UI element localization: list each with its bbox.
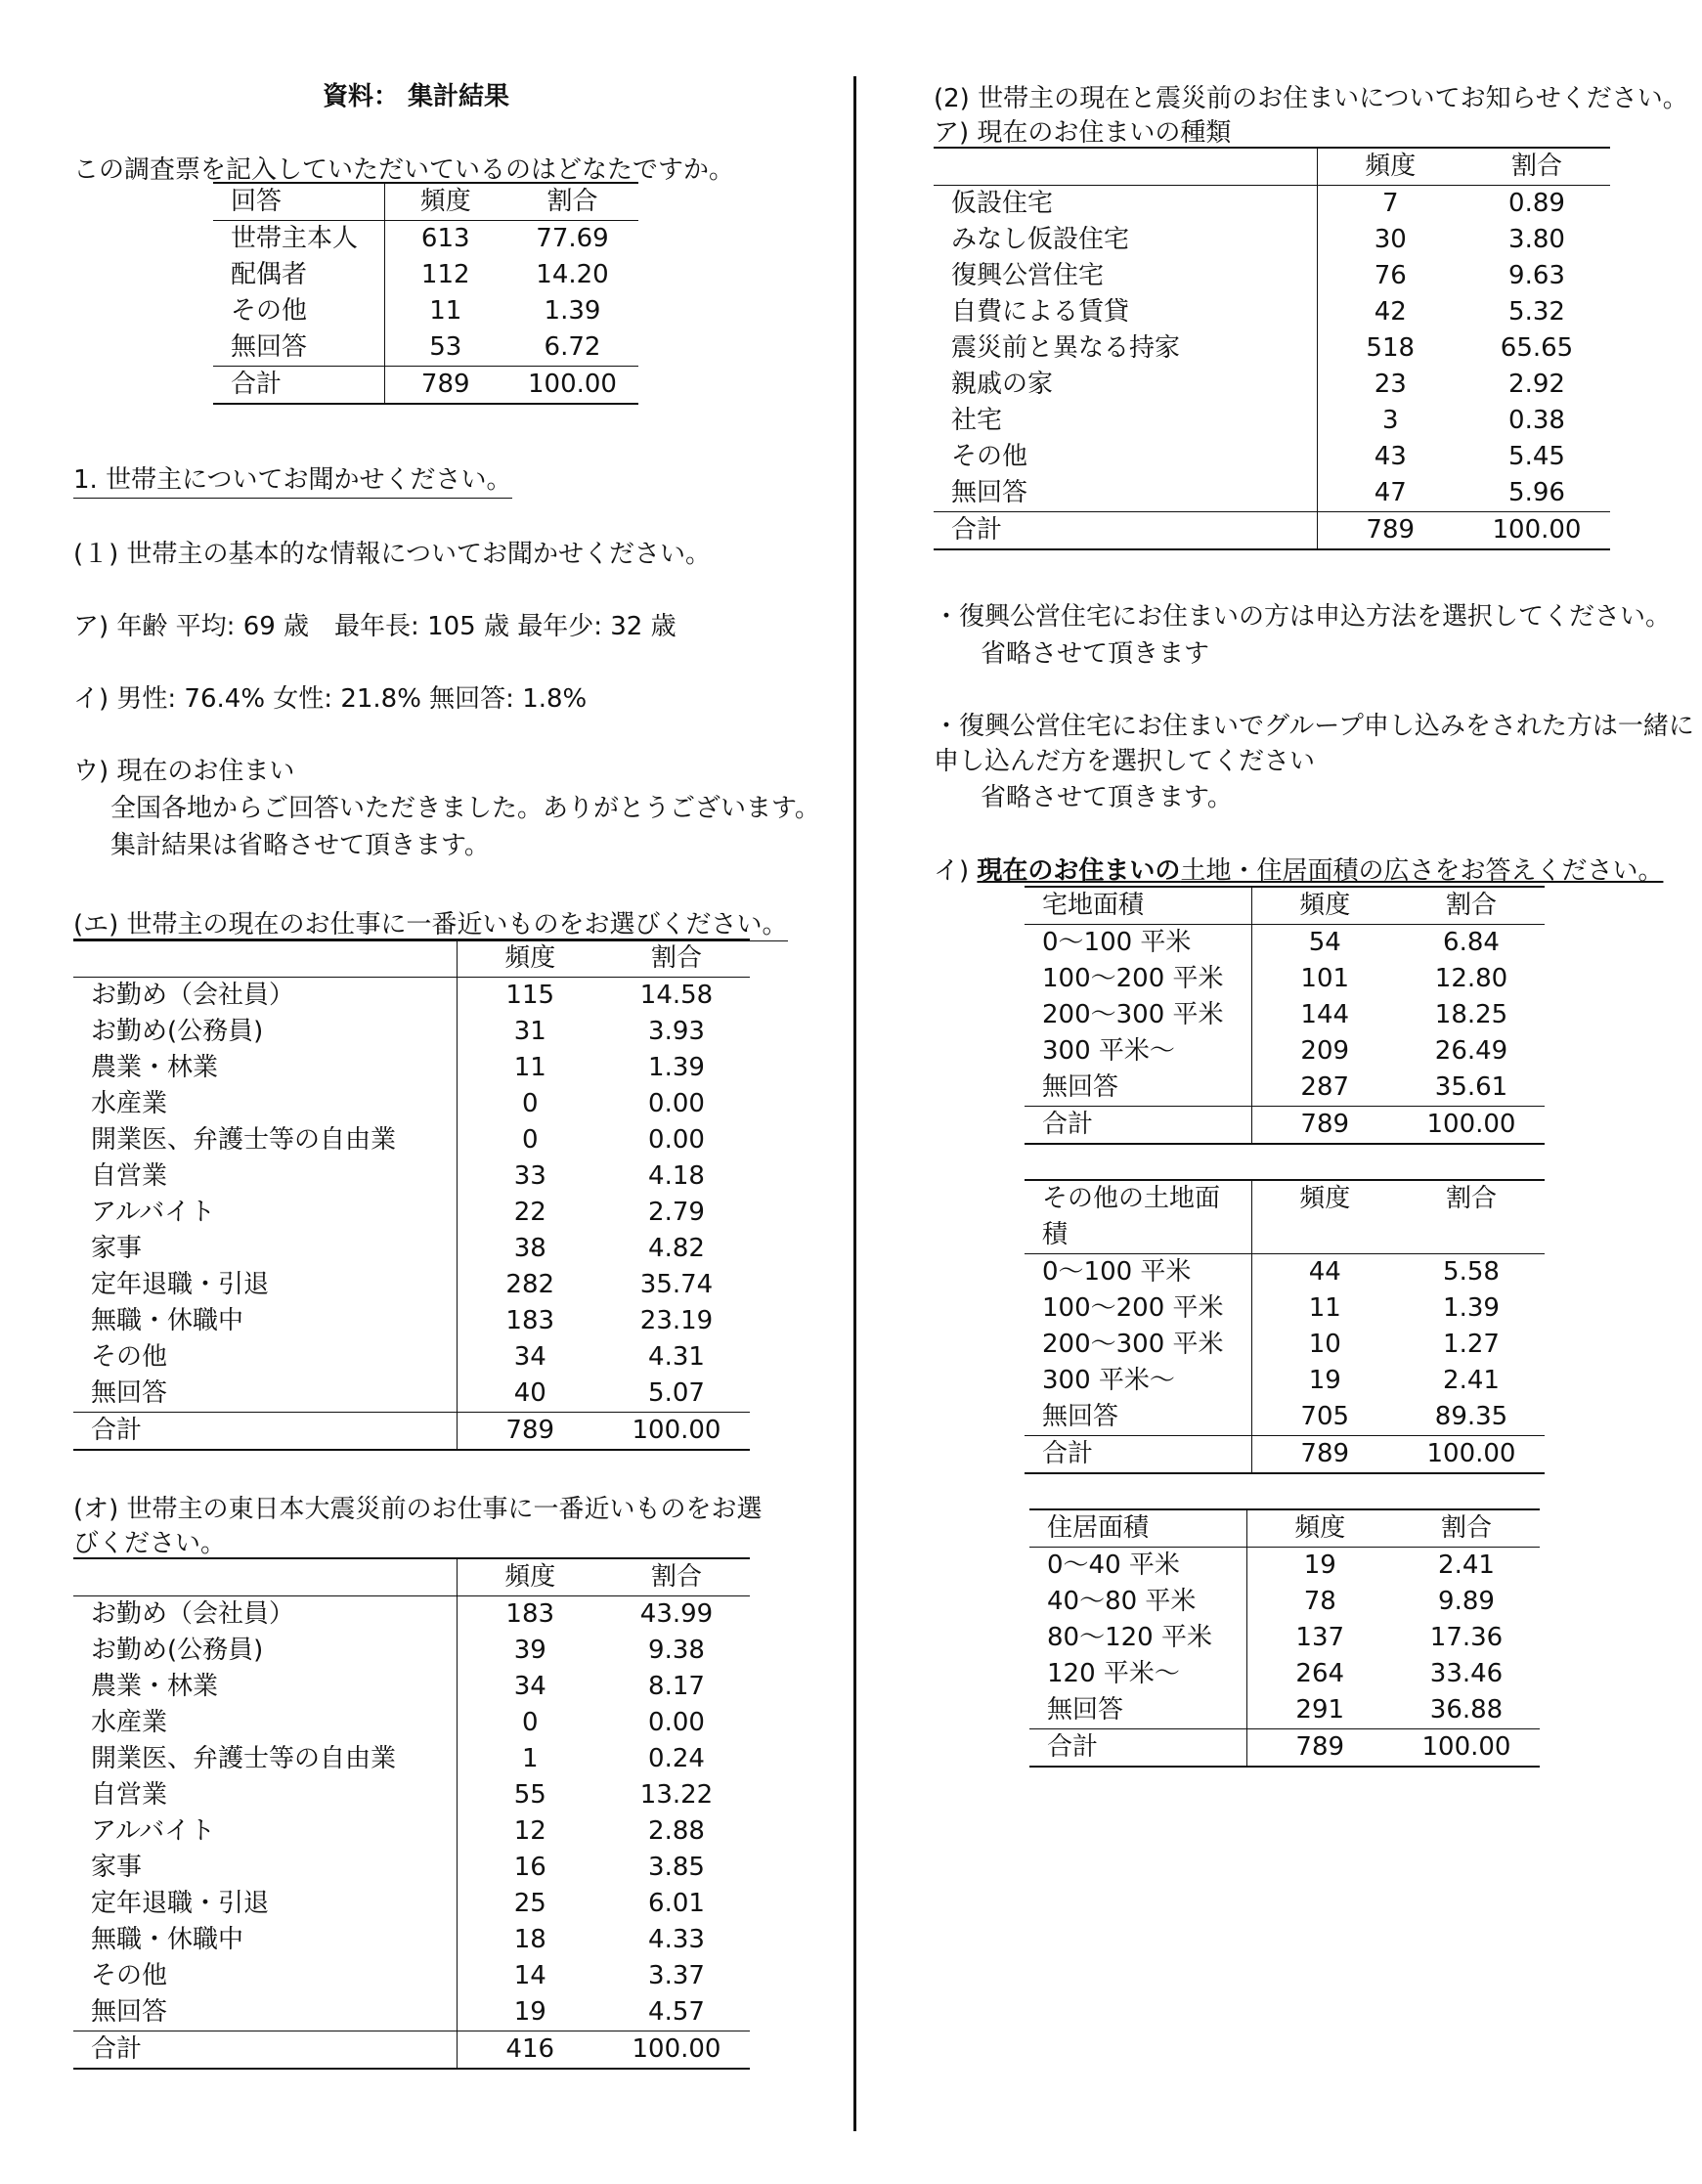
table-row — [73, 1267, 750, 1303]
table-row — [934, 475, 1610, 512]
row-frequency: 291 — [1295, 1695, 1345, 1725]
housing-table — [934, 147, 1610, 550]
table-row — [934, 258, 1610, 294]
table-row — [73, 1050, 750, 1086]
row-percentage: 0.24 — [648, 1744, 705, 1773]
table-row — [1025, 997, 1545, 1033]
row-label: 無回答 — [1029, 1692, 1246, 1729]
row-label: 震災前と異なる持家 — [934, 330, 1317, 367]
total-percentage: 100.00 — [603, 1413, 750, 1451]
row-percentage: 8.17 — [648, 1672, 705, 1701]
row-label: アルバイト — [73, 1813, 457, 1850]
row-label: 家事 — [73, 1231, 457, 1267]
other-land-area-table — [1025, 1179, 1545, 1474]
table-header — [934, 148, 1317, 186]
row-label: お勤め(公務員) — [73, 1014, 457, 1050]
row-frequency: 11 — [513, 1053, 546, 1082]
total-label: 合計 — [73, 1413, 457, 1451]
table-row — [934, 403, 1610, 439]
row-percentage: 1.39 — [544, 296, 601, 326]
table-row — [1029, 1656, 1540, 1692]
table-total-row — [1029, 1729, 1540, 1768]
table-header: 割合 — [1393, 1509, 1540, 1548]
table-header: 頻度 — [1317, 148, 1463, 186]
total-label: 合計 — [1025, 1436, 1251, 1474]
table-header: 割合 — [603, 1558, 750, 1596]
row-frequency: 144 — [1300, 1000, 1350, 1029]
row-frequency: 16 — [513, 1853, 546, 1882]
row-frequency: 22 — [513, 1198, 546, 1227]
job-before-question-line1: (オ) 世帯主の東日本大震災前のお仕事に一番近いものをお選 — [73, 1495, 763, 1524]
row-label: 水産業 — [73, 1086, 457, 1122]
table-row — [73, 1633, 750, 1669]
row-percentage: 3.80 — [1508, 225, 1565, 254]
row-percentage: 4.82 — [648, 1234, 705, 1263]
row-percentage: 0.38 — [1508, 406, 1565, 435]
table-row — [73, 1886, 750, 1922]
row-label: お勤め(公務員) — [73, 1633, 457, 1669]
table-row — [73, 1596, 750, 1634]
table-row — [1025, 961, 1545, 997]
table-total-row — [73, 1413, 750, 1451]
row-percentage: 43.99 — [639, 1599, 714, 1629]
row-percentage: 6.72 — [544, 332, 601, 362]
row-frequency: 42 — [1374, 297, 1407, 327]
row-label: その他 — [73, 1339, 457, 1376]
row-frequency: 10 — [1308, 1330, 1341, 1359]
row-frequency: 7 — [1381, 189, 1399, 218]
table-row — [1029, 1620, 1540, 1656]
row-percentage: 1.39 — [1443, 1293, 1500, 1323]
row-label: 定年退職・引退 — [73, 1267, 457, 1303]
housing-heading: (2) 世帯主の現在と震災前のお住まいについてお知らせください。 — [934, 84, 1688, 113]
total-frequency: 416 — [457, 2031, 603, 2070]
row-frequency: 19 — [1308, 1366, 1341, 1395]
table-header: 頻度 — [384, 183, 506, 221]
note2-line2: 申し込んだ方を選択してください — [934, 747, 1316, 776]
row-frequency: 613 — [420, 224, 470, 253]
row-frequency: 23 — [1374, 370, 1407, 399]
note1-sub: 省略させて頂きます — [981, 639, 1210, 669]
row-percentage: 12.80 — [1434, 964, 1508, 993]
row-label: 復興公営住宅 — [934, 258, 1317, 294]
note1: ・復興公営住宅にお住まいの方は申込方法を選択してください。 — [934, 602, 1672, 632]
table-row — [73, 1669, 750, 1705]
row-percentage: 18.25 — [1434, 1000, 1508, 1029]
row-frequency: 11 — [429, 296, 462, 326]
row-percentage: 33.46 — [1429, 1659, 1504, 1688]
row-frequency: 25 — [513, 1889, 546, 1918]
row-frequency: 137 — [1295, 1623, 1345, 1652]
row-label: 仮設住宅 — [934, 186, 1317, 223]
row-percentage: 0.00 — [648, 1708, 705, 1737]
table-row — [73, 1813, 750, 1850]
row-percentage: 0.00 — [648, 1125, 705, 1155]
row-percentage: 36.88 — [1429, 1695, 1504, 1725]
row-frequency: 39 — [513, 1636, 546, 1665]
row-percentage: 5.45 — [1508, 442, 1565, 471]
table-row — [1025, 1070, 1545, 1107]
row-frequency: 282 — [505, 1270, 555, 1299]
table-row — [73, 1958, 750, 1994]
row-percentage: 14.58 — [639, 981, 714, 1010]
other-land-header-line1: その他の土地面 — [1042, 1184, 1221, 1213]
row-label: 200～300 平米 — [1025, 1327, 1251, 1363]
table-row — [1025, 1033, 1545, 1070]
row-percentage: 5.32 — [1508, 297, 1565, 327]
row-percentage: 5.96 — [1508, 478, 1565, 507]
row-frequency: 40 — [513, 1378, 546, 1408]
table-row — [73, 1850, 750, 1886]
respondent-table — [213, 182, 638, 405]
row-label: 家事 — [73, 1850, 457, 1886]
land-area-table — [1025, 886, 1545, 1145]
row-percentage: 3.85 — [648, 1853, 705, 1882]
row-frequency: 0 — [521, 1125, 539, 1155]
area-heading — [934, 851, 1663, 887]
row-label: 開業医、弁護士等の自由業 — [73, 1122, 457, 1158]
row-frequency: 76 — [1374, 261, 1407, 290]
row-label: アルバイト — [73, 1195, 457, 1231]
table-row — [213, 221, 638, 258]
row-label: 開業医、弁護士等の自由業 — [73, 1741, 457, 1777]
total-label: 合計 — [213, 367, 384, 405]
table-total-row — [73, 2031, 750, 2070]
row-percentage: 2.41 — [1443, 1366, 1500, 1395]
row-label: 農業・林業 — [73, 1669, 457, 1705]
total-label: 合計 — [1029, 1729, 1246, 1768]
row-label: みなし仮設住宅 — [934, 222, 1317, 258]
table-header: 割合 — [603, 939, 750, 978]
row-frequency: 0 — [521, 1089, 539, 1118]
job-before-question-line2: びください。 — [73, 1529, 227, 1558]
table-total-row — [1025, 1107, 1545, 1145]
row-percentage: 4.57 — [648, 1997, 705, 2027]
row-percentage: 1.27 — [1443, 1330, 1500, 1359]
row-frequency: 115 — [505, 981, 555, 1010]
row-frequency: 112 — [420, 260, 470, 289]
table-row — [934, 330, 1610, 367]
row-percentage: 35.61 — [1434, 1072, 1508, 1102]
row-percentage: 9.63 — [1508, 261, 1565, 290]
table-header: 割合 — [1463, 148, 1610, 186]
residence-line1: 全国各地からご回答いただきました。ありがとうございます。 — [110, 794, 820, 823]
total-percentage: 100.00 — [1393, 1729, 1540, 1768]
row-frequency: 12 — [513, 1816, 546, 1846]
table-header: 割合 — [1398, 887, 1545, 925]
row-label: 無回答 — [213, 329, 384, 367]
row-label: 0～100 平米 — [1025, 1254, 1251, 1291]
table-row — [1025, 925, 1545, 962]
row-label: 世帯主本人 — [213, 221, 384, 258]
total-percentage: 100.00 — [1398, 1107, 1545, 1145]
gender-summary: イ) 男性: 76.4% 女性: 21.8% 無回答: 1.8% — [73, 684, 588, 714]
section1-heading: 1. 世帯主についてお聞かせください。 — [73, 459, 512, 499]
row-percentage: 1.39 — [648, 1053, 705, 1082]
row-percentage: 5.58 — [1443, 1257, 1500, 1287]
row-percentage: 23.19 — [639, 1306, 714, 1335]
table-row — [1029, 1584, 1540, 1620]
row-label: 自営業 — [73, 1158, 457, 1195]
row-percentage: 5.07 — [648, 1378, 705, 1408]
section1-q1: (１) 世帯主の基本的な情報についてお聞かせください。 — [73, 540, 712, 569]
row-percentage: 0.00 — [648, 1089, 705, 1118]
table-header: 回答 — [213, 183, 384, 221]
row-frequency: 33 — [513, 1161, 546, 1191]
table-row — [73, 1303, 750, 1339]
row-label: 水産業 — [73, 1705, 457, 1741]
table-row — [73, 1922, 750, 1958]
row-frequency: 34 — [513, 1342, 546, 1372]
row-frequency: 3 — [1381, 406, 1399, 435]
row-percentage: 89.35 — [1434, 1402, 1508, 1431]
table-row — [934, 367, 1610, 403]
table-row — [73, 1122, 750, 1158]
row-percentage: 17.36 — [1429, 1623, 1504, 1652]
row-label: その他 — [73, 1958, 457, 1994]
row-percentage: 4.33 — [648, 1925, 705, 1954]
row-frequency: 30 — [1374, 225, 1407, 254]
total-percentage: 100.00 — [1463, 512, 1610, 550]
row-label: お勤め（会社員） — [73, 1596, 457, 1634]
table-row — [213, 293, 638, 329]
row-label: 自営業 — [73, 1777, 457, 1813]
row-frequency: 44 — [1308, 1257, 1341, 1287]
table-header: 頻度 — [1246, 1509, 1393, 1548]
row-frequency: 14 — [513, 1961, 546, 1990]
table-header — [73, 1558, 457, 1596]
table-row — [73, 1994, 750, 2031]
job-before-table — [73, 1557, 750, 2070]
table-total-row — [934, 512, 1610, 550]
page-title: 資料： 集計結果 — [323, 82, 510, 111]
row-label: 200～300 平米 — [1025, 997, 1251, 1033]
table-row — [934, 294, 1610, 330]
total-label: 合計 — [934, 512, 1317, 550]
column-divider — [853, 76, 856, 2131]
row-label: 300 平米～ — [1025, 1033, 1251, 1070]
total-percentage: 100.00 — [506, 367, 638, 405]
row-frequency: 78 — [1303, 1587, 1336, 1616]
table-row — [1029, 1548, 1540, 1585]
table-row — [213, 257, 638, 293]
row-frequency: 183 — [505, 1306, 555, 1335]
row-percentage: 9.38 — [648, 1636, 705, 1665]
table-row — [1025, 1363, 1545, 1399]
row-label: 無回答 — [1025, 1399, 1251, 1436]
row-percentage: 3.93 — [648, 1017, 705, 1046]
table-total-row — [213, 367, 638, 405]
residence-title: ウ) 現在のお住まい — [73, 757, 295, 786]
table-header — [73, 939, 457, 978]
row-label: 定年退職・引退 — [73, 1886, 457, 1922]
table-row — [73, 1086, 750, 1122]
table-total-row — [1025, 1436, 1545, 1474]
row-label: 0～100 平米 — [1025, 925, 1251, 962]
row-percentage: 4.31 — [648, 1342, 705, 1372]
row-label: 自費による賃貸 — [934, 294, 1317, 330]
row-frequency: 19 — [1303, 1551, 1336, 1580]
row-label: 親戚の家 — [934, 367, 1317, 403]
row-frequency: 287 — [1300, 1072, 1350, 1102]
table-row — [73, 1195, 750, 1231]
job-now-question: (エ) 世帯主の現在のお仕事に一番近いものをお選びください。 — [73, 904, 788, 941]
row-frequency: 18 — [513, 1925, 546, 1954]
age-summary: ア) 年齢 平均: 69 歳 最年長: 105 歳 最年少: 32 歳 — [73, 612, 676, 641]
total-frequency: 789 — [1251, 1107, 1398, 1145]
respondent-question: この調査票を記入していただいているのはどなたですか。 — [73, 155, 735, 185]
row-percentage: 6.01 — [648, 1889, 705, 1918]
row-label: 無回答 — [73, 1994, 457, 2031]
area-heading-bold: 現在のお住まいの — [977, 856, 1181, 886]
row-percentage: 4.18 — [648, 1161, 705, 1191]
row-percentage: 0.89 — [1508, 189, 1565, 218]
row-percentage: 6.84 — [1443, 928, 1500, 957]
total-percentage: 100.00 — [1398, 1436, 1545, 1474]
note2-sub: 省略させて頂きます。 — [981, 783, 1233, 812]
row-percentage: 65.65 — [1500, 333, 1574, 363]
row-label: 無職・休職中 — [73, 1303, 457, 1339]
row-label: 農業・林業 — [73, 1050, 457, 1086]
table-header: 住居面積 — [1029, 1509, 1246, 1548]
table-row — [73, 1231, 750, 1267]
total-frequency: 789 — [384, 367, 506, 405]
note2-line1: ・復興公営住宅にお住まいでグループ申し込みをされた方は一緒に — [934, 712, 1694, 741]
table-row — [73, 1014, 750, 1050]
row-percentage: 26.49 — [1434, 1036, 1508, 1066]
housing-subheading: ア) 現在のお住まいの種類 — [934, 118, 1232, 148]
row-frequency: 209 — [1300, 1036, 1350, 1066]
row-label: 100～200 平米 — [1025, 1290, 1251, 1327]
other-land-header-line2: 積 — [1042, 1220, 1069, 1249]
row-frequency: 0 — [521, 1708, 539, 1737]
row-label: 無回答 — [73, 1376, 457, 1413]
row-percentage: 2.79 — [648, 1198, 705, 1227]
job-now-table — [73, 939, 750, 1451]
row-label: 120 平米～ — [1029, 1656, 1246, 1692]
row-percentage: 2.92 — [1508, 370, 1565, 399]
table-row — [73, 1376, 750, 1413]
residence-line2: 集計結果は省略させて頂きます。 — [110, 831, 490, 860]
row-label: 無職・休職中 — [73, 1922, 457, 1958]
row-label: 0～40 平米 — [1029, 1548, 1246, 1585]
row-frequency: 53 — [429, 332, 462, 362]
floor-area-table — [1029, 1508, 1540, 1768]
row-label: 無回答 — [1025, 1070, 1251, 1107]
row-frequency: 43 — [1374, 442, 1407, 471]
row-frequency: 38 — [513, 1234, 546, 1263]
table-row — [934, 222, 1610, 258]
row-frequency: 19 — [513, 1997, 546, 2027]
area-heading-prefix: イ) — [934, 856, 978, 886]
row-frequency: 47 — [1374, 478, 1407, 507]
row-percentage: 9.89 — [1438, 1587, 1495, 1616]
row-label: その他 — [934, 439, 1317, 475]
total-label: 合計 — [1025, 1107, 1251, 1145]
area-heading-rest: 土地・住居面積の広さをお答えください。 — [1180, 856, 1664, 886]
total-frequency: 789 — [1246, 1729, 1393, 1768]
table-row — [73, 1777, 750, 1813]
table-header: 頻度 — [1251, 1180, 1398, 1254]
row-percentage: 13.22 — [639, 1780, 714, 1810]
row-frequency: 34 — [513, 1672, 546, 1701]
table-header: 頻度 — [457, 939, 603, 978]
row-frequency: 31 — [513, 1017, 546, 1046]
table-header — [1025, 1180, 1251, 1254]
table-header: 宅地面積 — [1025, 887, 1251, 925]
total-percentage: 100.00 — [603, 2031, 750, 2070]
row-percentage: 35.74 — [639, 1270, 714, 1299]
row-frequency: 183 — [505, 1599, 555, 1629]
row-label: 配偶者 — [213, 257, 384, 293]
row-percentage: 3.37 — [648, 1961, 705, 1990]
row-frequency: 705 — [1300, 1402, 1350, 1431]
row-label: 40～80 平米 — [1029, 1584, 1246, 1620]
row-frequency: 264 — [1295, 1659, 1345, 1688]
table-row — [1025, 1254, 1545, 1291]
table-row — [73, 1339, 750, 1376]
table-row — [73, 1741, 750, 1777]
table-row — [73, 1705, 750, 1741]
row-label: その他 — [213, 293, 384, 329]
row-frequency: 54 — [1308, 928, 1341, 957]
table-header: 割合 — [1398, 1180, 1545, 1254]
table-row — [934, 439, 1610, 475]
table-row — [73, 1158, 750, 1195]
table-row — [73, 978, 750, 1015]
total-frequency: 789 — [1317, 512, 1463, 550]
table-header: 割合 — [506, 183, 638, 221]
table-row — [1025, 1327, 1545, 1363]
total-frequency: 789 — [457, 1413, 603, 1451]
row-label: 100～200 平米 — [1025, 961, 1251, 997]
total-frequency: 789 — [1251, 1436, 1398, 1474]
table-header: 頻度 — [457, 1558, 603, 1596]
row-frequency: 11 — [1308, 1293, 1341, 1323]
total-label: 合計 — [73, 2031, 457, 2070]
table-row — [1029, 1692, 1540, 1729]
row-frequency: 101 — [1300, 964, 1350, 993]
row-percentage: 2.88 — [648, 1816, 705, 1846]
table-row — [1025, 1399, 1545, 1436]
row-percentage: 14.20 — [536, 260, 609, 289]
row-frequency: 1 — [521, 1744, 539, 1773]
row-percentage: 2.41 — [1438, 1551, 1495, 1580]
row-label: 300 平米～ — [1025, 1363, 1251, 1399]
row-frequency: 518 — [1366, 333, 1416, 363]
table-row — [213, 329, 638, 367]
table-header: 頻度 — [1251, 887, 1398, 925]
table-row — [1025, 1290, 1545, 1327]
row-label: 無回答 — [934, 475, 1317, 512]
row-percentage: 77.69 — [536, 224, 609, 253]
row-label: 80～120 平米 — [1029, 1620, 1246, 1656]
row-label: お勤め（会社員） — [73, 978, 457, 1015]
row-frequency: 55 — [513, 1780, 546, 1810]
table-row — [934, 186, 1610, 223]
row-label: 社宅 — [934, 403, 1317, 439]
